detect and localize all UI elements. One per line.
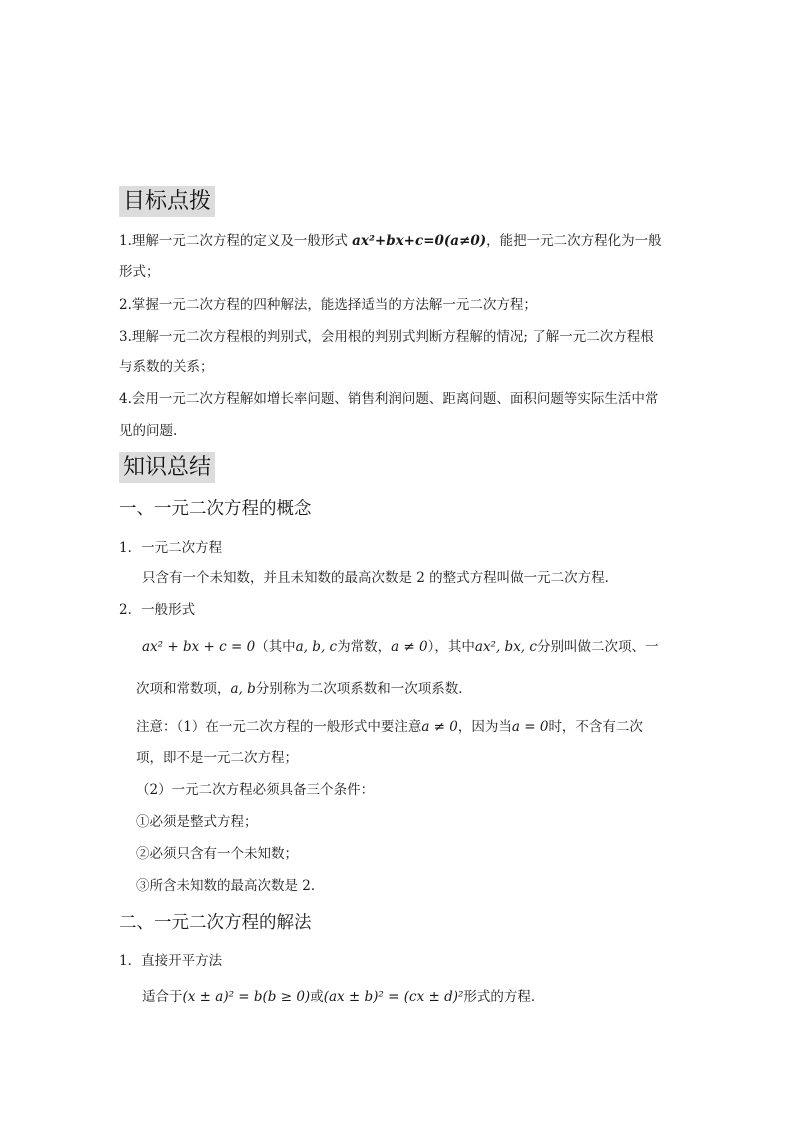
condition-3: ③所含未知数的最高次数是 2． bbox=[136, 878, 325, 894]
note-1-line-1: 注意：（1）在一元二次方程的一般形式中要注意a ≠ 0，因为当a = 0时，不含有二次 bbox=[136, 719, 643, 735]
general-form-line-1: ax² + bx + c = 0（其中a, b, c为常数，a ≠ 0），其中ax², bx, c分别叫做二次项、一 bbox=[142, 639, 659, 655]
goal-3-line-1: 3.理解一元二次方程根的判别式，会用根的判别式判断方程解的情况; 了解一元二次方程根 bbox=[119, 329, 654, 345]
goal-3-line-2: 与系数的关系； bbox=[119, 359, 214, 375]
general-form-formula: ax²+bx+c=0(a≠0) bbox=[352, 233, 487, 249]
goal-1-line-2: 形式； bbox=[119, 264, 160, 280]
note-1-line-2: 项，即不是一元二次方程； bbox=[136, 750, 298, 766]
note-2: （2）一元二次方程必须具备三个条件： bbox=[136, 782, 375, 798]
item-1-definition: 只含有一个未知数，并且未知数的最高次数是 2 的整式方程叫做一元二次方程． bbox=[142, 570, 619, 586]
condition-2: ②必须只含有一个未知数； bbox=[136, 846, 298, 862]
heading-concept: 一、一元二次方程的概念 bbox=[119, 499, 312, 519]
item-2-title: 2．一般形式 bbox=[119, 602, 196, 618]
method-1-applicability: 适合于(x ± a)² = b(b ≥ 0)或(ax ± b)² = (cx ± d)²形式的方程． bbox=[142, 989, 545, 1005]
goal-4-line-2: 见的问题. bbox=[119, 423, 178, 439]
section-banner-goals: 目标点拨 bbox=[119, 186, 215, 217]
section-banner-summary: 知识总结 bbox=[119, 452, 215, 483]
heading-solutions: 二、一元二次方程的解法 bbox=[119, 913, 312, 933]
method-1-title: 1．直接开平方法 bbox=[119, 953, 223, 969]
goal-2: 2.掌握一元二次方程的四种解法，能选择适当的方法解一元二次方程； bbox=[119, 297, 537, 313]
general-form-line-2: 次项和常数项，a, b分别称为二次项系数和一次项系数． bbox=[136, 681, 472, 697]
goal-4-line-1: 4.会用一元二次方程解如增长率问题、销售利润问题、距离问题、面积问题等实际生活中常 bbox=[119, 391, 659, 407]
item-1-title: 1．一元二次方程 bbox=[119, 540, 223, 556]
goal-1-line-1: 1.理解一元二次方程的定义及一般形式 ax²+bx+c=0(a≠0)，能把一元二次方程化为一般 bbox=[119, 233, 662, 249]
condition-1: ①必须是整式方程； bbox=[136, 814, 258, 830]
